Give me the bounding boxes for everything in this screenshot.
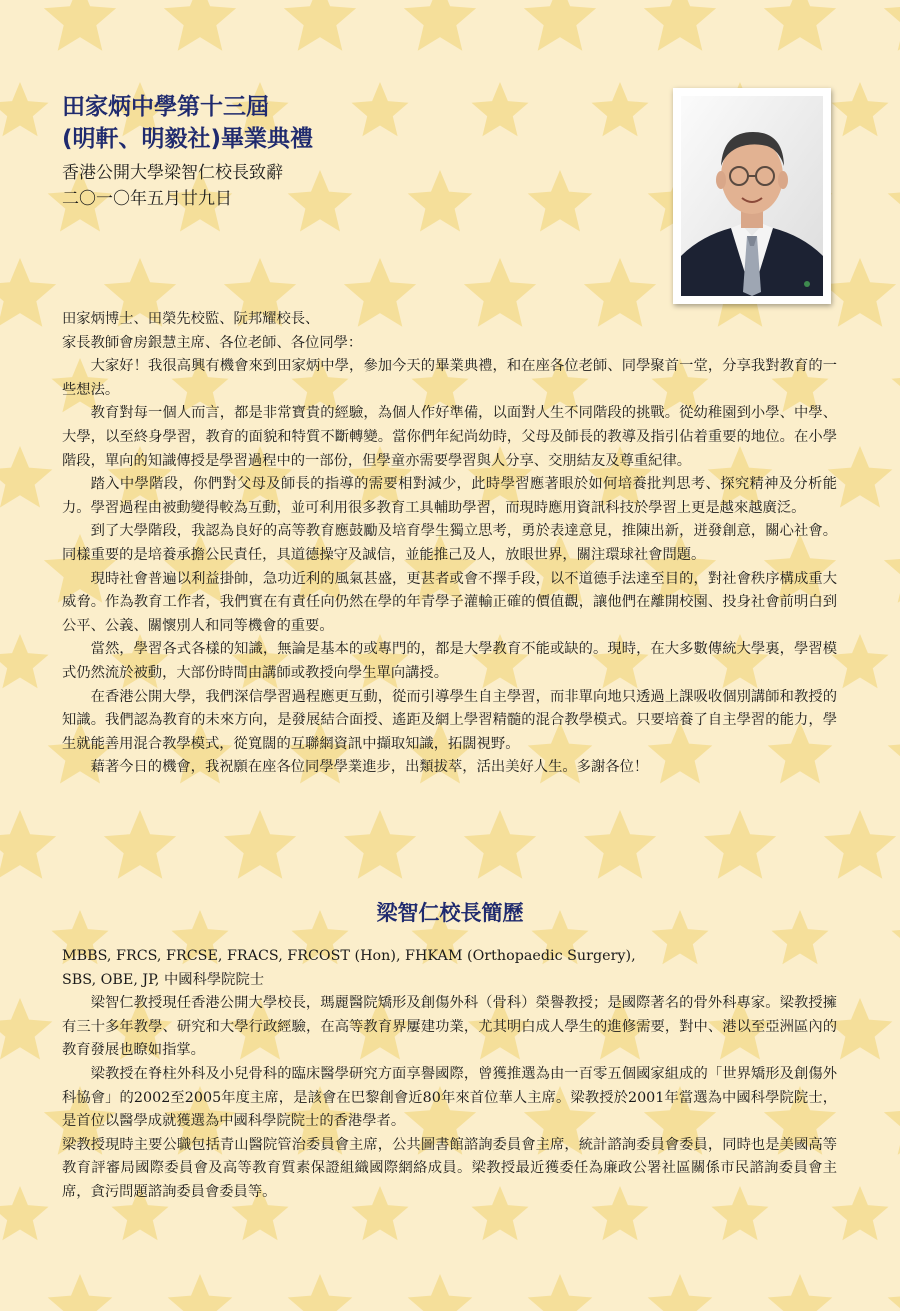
- speech-paragraph: 到了大學階段，我認為良好的高等教育應鼓勵及培育學生獨立思考，勇於表達意見，推陳出新，迸發創意，關心社會。同樣重要的是培養承擔公民責任，具道德操守及誠信，並能推己及人，放眼世界，關注環球社會問題。: [62, 523, 837, 563]
- credentials-line: SBS, OBE, JP, 中國科學院院士: [62, 971, 265, 988]
- greeting-line: 田家炳博士、田榮先校監、阮邦耀校長、: [62, 311, 320, 327]
- speech-paragraph: 當然，學習各式各樣的知識，無論是基本的或專門的，都是大學教育不能或缺的。現時，在大多數傳統大學裏，學習模式仍然流於被動，大部份時間由講師或教授向學生單向講授。: [62, 641, 837, 681]
- biography-paragraph: 梁智仁教授現任香港公開大學校長，瑪麗醫院矯形及創傷外科（骨科）榮譽教授；是國際著名的骨外科專家。梁教授擁有三十多年教學、研究和大學行政經驗，在高等教育界屢建功業，尤其明白成人學生的進修需要，對中、港以至亞洲區內的教育發展也瞭如指掌。: [62, 995, 837, 1059]
- speech-paragraph: 現時社會普遍以利益掛帥，急功近利的風氣甚盛，更甚者或會不擇手段，以不道德手法達至目的，對社會秩序構成重大威脅。作為教育工作者，我們實在有責任向仍然在學的年青學子灌輸正確的價值觀，讓他們在離開校園、投身社會前明白到公平、公義、關懷別人和同等機會的重要。: [62, 570, 837, 634]
- portrait-illustration: [681, 96, 823, 296]
- speaker-subtitle: 香港公開大學梁智仁校長致辭: [62, 163, 283, 183]
- portrait-photo: [673, 88, 831, 304]
- biography-paragraph: 梁教授現時主要公職包括青山醫院管治委員會主席，公共圖書館諮詢委員會主席，統計諮詢委員會委員，同時也是美國高等教育評審局國際委員會及高等教育質素保證組織國際網絡成員。梁教授最近獲委任為廉政公署社區關係市民諮詢委員會主席，貪污問題諮詢委員會委員等。: [62, 1136, 837, 1200]
- biography-paragraph: 梁教授在脊柱外科及小兒骨科的臨床醫學研究方面享譽國際，曾獲推選為由一百零五個國家組成的「世界矯形及創傷外科協會」的2002至2005年度主席，是該會在巴黎創會近80年來首位華人主席。梁教授於2001年當選為中國科學院院士，是首位以醫學成就獲選為中國科學院院士的香港學者。: [62, 1065, 837, 1130]
- biography-body: [62, 945, 837, 1205]
- speech-paragraph: 在香港公開大學，我們深信學習過程應更互動，從而引導學生自主學習，而非單向地只透過上課吸收個別講師和教授的知識。我們認為教育的未來方向，是發展結合面授、遙距及網上學習精髓的混合教學模式。只要培養了自主學習的能力，學生就能善用混合教學模式，從寬闊的互聯網資訊中擷取知識，拓闊視野。: [62, 688, 837, 752]
- credentials-line: MBBS, FRCS, FRCSE, FRACS, FRCOST (Hon), FHKAM (Orthopaedic Surgery),: [62, 948, 636, 964]
- ceremony-title-line-2: (明軒、明毅社)畢業典禮: [62, 126, 314, 152]
- greeting-line: 家長教師會房銀慧主席、各位老師、各位同學：: [62, 334, 363, 351]
- speech-paragraph: 藉著今日的機會，我祝願在座各位同學學業進步，出類拔萃，活出美好人生。多謝各位！: [90, 759, 649, 776]
- speech-paragraph: 大家好！我很高興有機會來到田家炳中學，參加今天的畢業典禮，和在座各位老師、同學聚首一堂，分享我對教育的一些想法。: [62, 358, 837, 398]
- speech-date: 二〇一〇年五月廿九日: [62, 189, 232, 209]
- speech-paragraph: 踏入中學階段，你們對父母及師長的指導的需要相對減少，此時學習應著眼於如何培養批判思考、探究精神及分析能力。學習過程由被動變得較為互動，並可利用很多教育工具輔助學習，而現時應用資訊科技於學習上更是越來越廣泛。: [62, 476, 837, 516]
- speech-paragraph: 教育對每一個人而言，都是非常寶貴的經驗，為個人作好準備，以面對人生不同階段的挑戰。從幼稚園到小學、中學、大學，以至終身學習，教育的面貌和特質不斷轉變。當你們年紀尚幼時，父母及師長的教導及指引佔着重要的地位。在小學階段，單向的知識傳授是學習過程中的一部份，但學童亦需要學習與人分享、交朋結友及尊重紀律。: [62, 405, 837, 469]
- biography-title: 梁智仁校長簡歷: [376, 901, 524, 925]
- ceremony-title-line-1: 田家炳中學第十三屆: [62, 94, 269, 120]
- speech-body: [62, 308, 837, 780]
